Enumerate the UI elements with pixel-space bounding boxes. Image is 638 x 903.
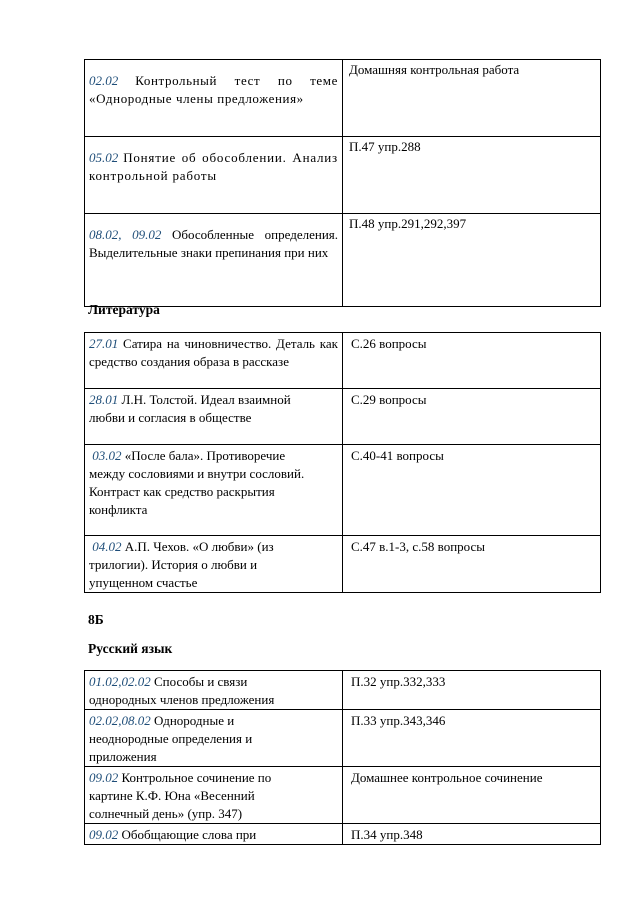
lesson-date: 02.02 [89, 73, 119, 88]
topic-cell [85, 333, 343, 389]
homework-cell [343, 214, 601, 307]
table-row [85, 536, 601, 593]
lesson-topic: Способы и связи однородных членов предложения [89, 674, 275, 707]
table-row [85, 137, 601, 214]
lesson-topic: «После бала». Противоречие между сословиями и внутри сословий. Контраст как средство раскрытия конфликта [89, 448, 305, 517]
lesson-topic: Л.Н. Толстой. Идеал взаимной любви и согласия в обществе [89, 392, 291, 425]
lesson-date: 03.02 [92, 448, 122, 463]
schedule-table-russian-7 [84, 59, 601, 307]
section-heading-literature: Литература [88, 302, 160, 317]
homework-text: Домашняя контрольная работа [349, 62, 520, 77]
section-heading-russian: Русский язык [88, 641, 173, 656]
table-row [85, 214, 601, 307]
homework-text: С.40-41 вопросы [351, 448, 444, 463]
homework-cell [343, 767, 601, 824]
lesson-topic: Обособленные определения. Выделительные знаки препинания при них [89, 227, 339, 260]
lesson-date: 01.02,02.02 [89, 674, 151, 689]
table-row [85, 333, 601, 389]
lesson-topic: Контрольное сочинение по картине К.Ф. Юна «Весенний солнечный день» (упр. 347) [89, 770, 272, 821]
lesson-topic: А.П. Чехов. «О любви» (из трилогии). История о любви и упущенном счастье [89, 539, 274, 590]
table-row [85, 389, 601, 445]
homework-text: П.48 упр.291,292,397 [349, 216, 467, 231]
homework-cell [343, 824, 601, 845]
homework-cell [343, 389, 601, 445]
lesson-date: 08.02, 09.02 [89, 227, 162, 242]
lesson-topic: Обобщающие слова при [121, 827, 257, 842]
table-row [85, 824, 601, 845]
homework-text: П.47 упр.288 [349, 139, 421, 154]
homework-text: П.32 упр.332,333 [351, 674, 446, 689]
lesson-topic: Сатира на чиновничество. Деталь как средство создания образа в рассказе [89, 336, 338, 369]
table-row [85, 767, 601, 824]
table-row [85, 671, 601, 710]
homework-cell [343, 671, 601, 710]
schedule-table-literature [84, 332, 601, 593]
topic-cell [85, 536, 343, 593]
topic-cell [85, 671, 343, 710]
homework-cell [343, 333, 601, 389]
lesson-date: 09.02 [89, 770, 119, 785]
topic-cell [85, 767, 343, 824]
topic-cell [85, 137, 343, 214]
homework-text: С.29 вопросы [351, 392, 427, 407]
lesson-topic: Однородные и неоднородные определения и приложения [89, 713, 253, 764]
table-row [85, 60, 601, 137]
homework-cell [343, 137, 601, 214]
topic-cell [85, 214, 343, 307]
topic-cell [85, 389, 343, 445]
homework-text: П.33 упр.343,346 [351, 713, 446, 728]
topic-cell [85, 445, 343, 536]
homework-cell [343, 445, 601, 536]
homework-cell [343, 60, 601, 137]
homework-text: П.34 упр.348 [351, 827, 423, 842]
schedule-table-russian-8b [84, 670, 601, 845]
homework-text: С.47 в.1-3, с.58 вопросы [351, 539, 485, 554]
topic-cell [85, 60, 343, 137]
table-row [85, 710, 601, 767]
lesson-date: 28.01 [89, 392, 119, 407]
homework-cell [343, 536, 601, 593]
table-row [85, 445, 601, 536]
topic-cell [85, 824, 343, 845]
lesson-topic: Понятие об обособлении. Анализ контрольной работы [89, 150, 338, 183]
lesson-date: 02.02,08.02 [89, 713, 151, 728]
homework-text: Домашнее контрольное сочинение [351, 770, 543, 785]
lesson-date: 05.02 [89, 150, 119, 165]
homework-text: С.26 вопросы [351, 336, 427, 351]
lesson-date: 04.02 [92, 539, 122, 554]
lesson-date: 27.01 [89, 336, 119, 351]
topic-cell [85, 710, 343, 767]
lesson-topic: Контрольный тест по теме «Однородные члены предложения» [89, 73, 338, 106]
class-heading: 8Б [88, 612, 104, 627]
homework-cell [343, 710, 601, 767]
lesson-date: 09.02 [89, 827, 119, 842]
